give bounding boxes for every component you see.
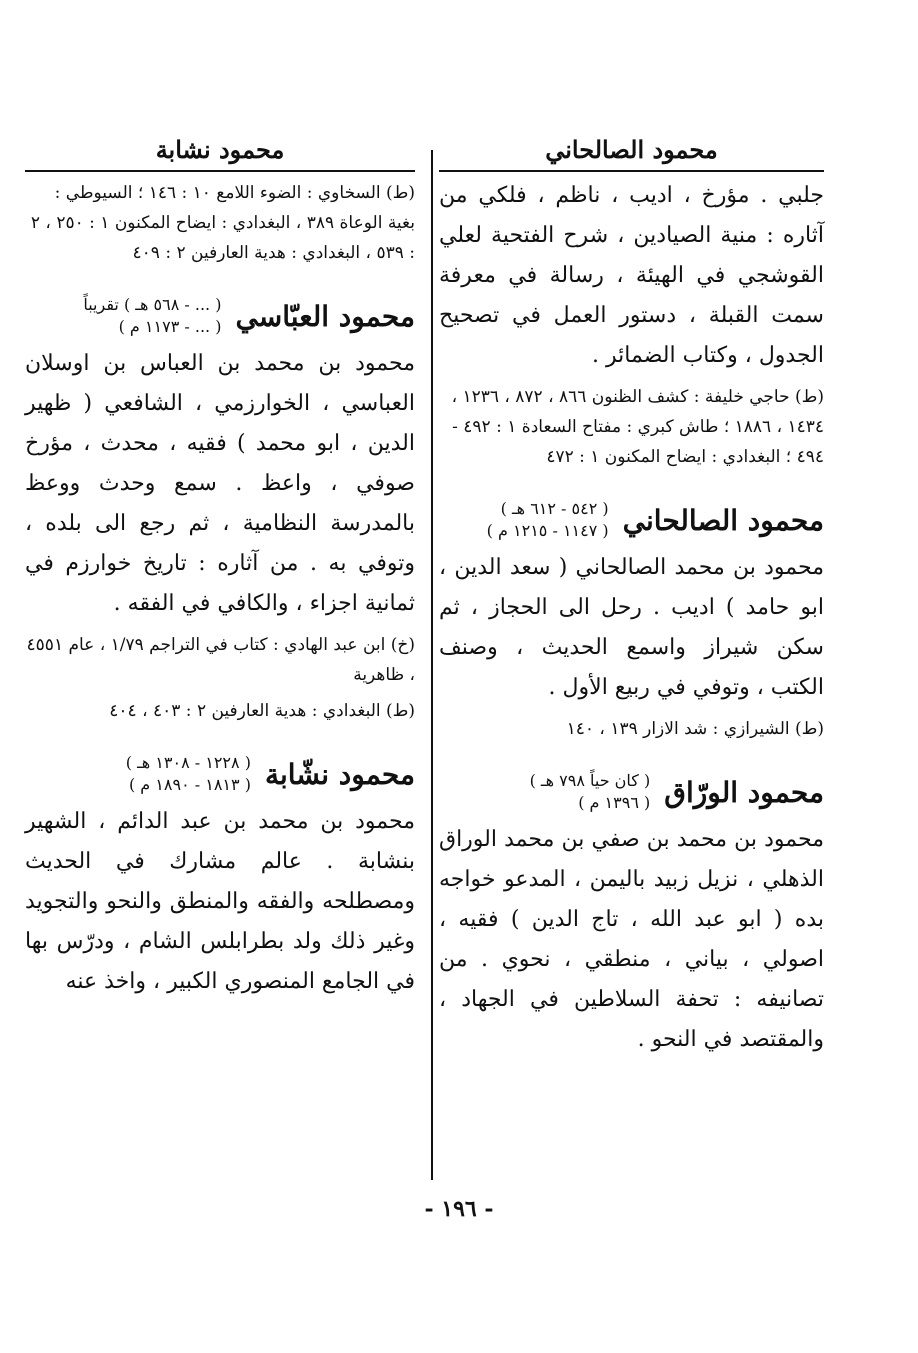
dates-hijri: ( ٥٤٢ - ٦١٢ هـ ) bbox=[500, 499, 609, 518]
column-divider bbox=[431, 150, 433, 1180]
dates-gregorian: ( ١٨١٣ - ١٨٩٠ م ) bbox=[128, 775, 251, 794]
entry-name: محمود نشّابة bbox=[264, 757, 415, 791]
dates-hijri: ( ... - ٥٦٨ هـ ) تقريباً bbox=[83, 295, 222, 314]
entry-text: محمود بن محمد بن صفي بن محمد الوراق الذهلي ، نزيل زبيد باليمن ، المدعو خواجه بده ( ابو عبد الله ، تاج الدين ) فقيه ، اصولي ، بياني ، منطقي ، نحوي . من تصانيفه : تحفة السلاطين في الجهاد ، والمقتصد في النحو . bbox=[439, 827, 824, 1052]
continuation-sources: (ط) السخاوي : الضوء اللامع ١٠ : ١٤٦ ؛ السيوطي : بغية الوعاة ٣٨٩ ، البغدادي : ايضاح المكنون ١ : ٢٥٠ ، ٢ : ٥٣٩ ، البغدادي : هدية العارفين ٢ : ٤٠٩ bbox=[30, 183, 415, 263]
entry-heading-nashshaba bbox=[25, 752, 415, 796]
entry-name: محمود العبّاسي bbox=[235, 299, 415, 333]
dates-gregorian: ( ١١٤٧ - ١٢١٥ م ) bbox=[486, 521, 609, 540]
right-running-header: محمود الصالحاني bbox=[439, 130, 824, 172]
entry-name: محمود الصالحاني bbox=[622, 503, 824, 537]
entry-dates bbox=[83, 294, 221, 338]
dates-gregorian: ( ١٣٩٦ م ) bbox=[578, 793, 651, 812]
entry-text: محمود بن محمد الصالحاني ( سعد الدين ، ابو حامد ) اديب . رحل الى الحجاز ، ثم سكن شيراز واسمع الحديث ، وصنف الكتب ، وتوفي في ربيع الأول . bbox=[439, 555, 824, 700]
right-column bbox=[439, 130, 824, 1060]
left-running-header: محمود نشابة bbox=[25, 130, 415, 172]
entry-sources: (ط) الشيرازي : شد الازار ١٣٩ ، ١٤٠ bbox=[566, 719, 824, 739]
entry-text: محمود بن محمد بن عبد الدائم ، الشهير بنشابة . عالم مشارك في الحديث ومصطلحه والفقه والمنطق والنحو والتجويد وغير ذلك ولد بطرابلس الشام ، ودرّس بها في الجامع المنصوري الكبير ، واخذ عنه bbox=[25, 809, 415, 994]
entry-dates bbox=[530, 770, 651, 814]
continuation-text: جلبي . مؤرخ ، اديب ، ناظم ، فلكي من آثاره : منية الصيادين ، شرح الفتحية لعلي القوشجي في الهيئة ، رسالة في معرفة سمت القبلة ، دستور العمل في تصحيح الجدول ، وكتاب الضمائر . bbox=[439, 183, 824, 368]
dates-gregorian: ( ... - ١١٧٣ م ) bbox=[118, 317, 222, 336]
entry-heading-salhani bbox=[439, 498, 824, 542]
page-number: - ١٩٦ - bbox=[424, 1196, 494, 1222]
entry-sources: (ط) البغدادي : هدية العارفين ٢ : ٤٠٣ ، ٤٠٤ bbox=[109, 701, 415, 721]
left-column bbox=[25, 130, 415, 1002]
entry-dates bbox=[487, 498, 609, 542]
dates-hijri: ( كان حياً ٧٩٨ هـ ) bbox=[529, 771, 651, 790]
dates-hijri: ( ١٢٢٨ - ١٣٠٨ هـ ) bbox=[125, 753, 251, 772]
continuation-sources: (ط) حاجي خليفة : كشف الظنون ٨٦٦ ، ٨٧٢ ، ١٢٣٦ ، ١٤٣٤ ، ١٨٨٦ ؛ طاش كبري : مفتاح السعادة ١ : ٤٩٢ - ٤٩٤ ؛ البغدادي : ايضاح المكنون ١ : ٤٧٢ bbox=[451, 387, 824, 467]
entry-dates bbox=[126, 752, 251, 796]
entry-heading-warraq bbox=[439, 770, 824, 814]
entry-manuscript-source: (خ) ابن عبد الهادي : كتاب في التراجم ١/٧٩ ، عام ٤٥٥١ ، ظاهرية bbox=[26, 635, 415, 685]
entry-name: محمود الورّاق bbox=[664, 775, 824, 809]
entry-text: محمود بن محمد بن العباس بن اوسلان العباسي ، الخوارزمي ، الشافعي ( ظهير الدين ، ابو محمد ) فقيه ، محدث ، مؤرخ صوفي ، واعظ . سمع وحدث ووعظ بالمدرسة النظامية ، ثم رجع الى بلده ، وتوفي به . من آثاره : تاريخ خوارزم في ثمانية اجزاء ، والكافي في الفقه . bbox=[25, 351, 415, 616]
entry-heading-abbasi bbox=[25, 294, 415, 338]
